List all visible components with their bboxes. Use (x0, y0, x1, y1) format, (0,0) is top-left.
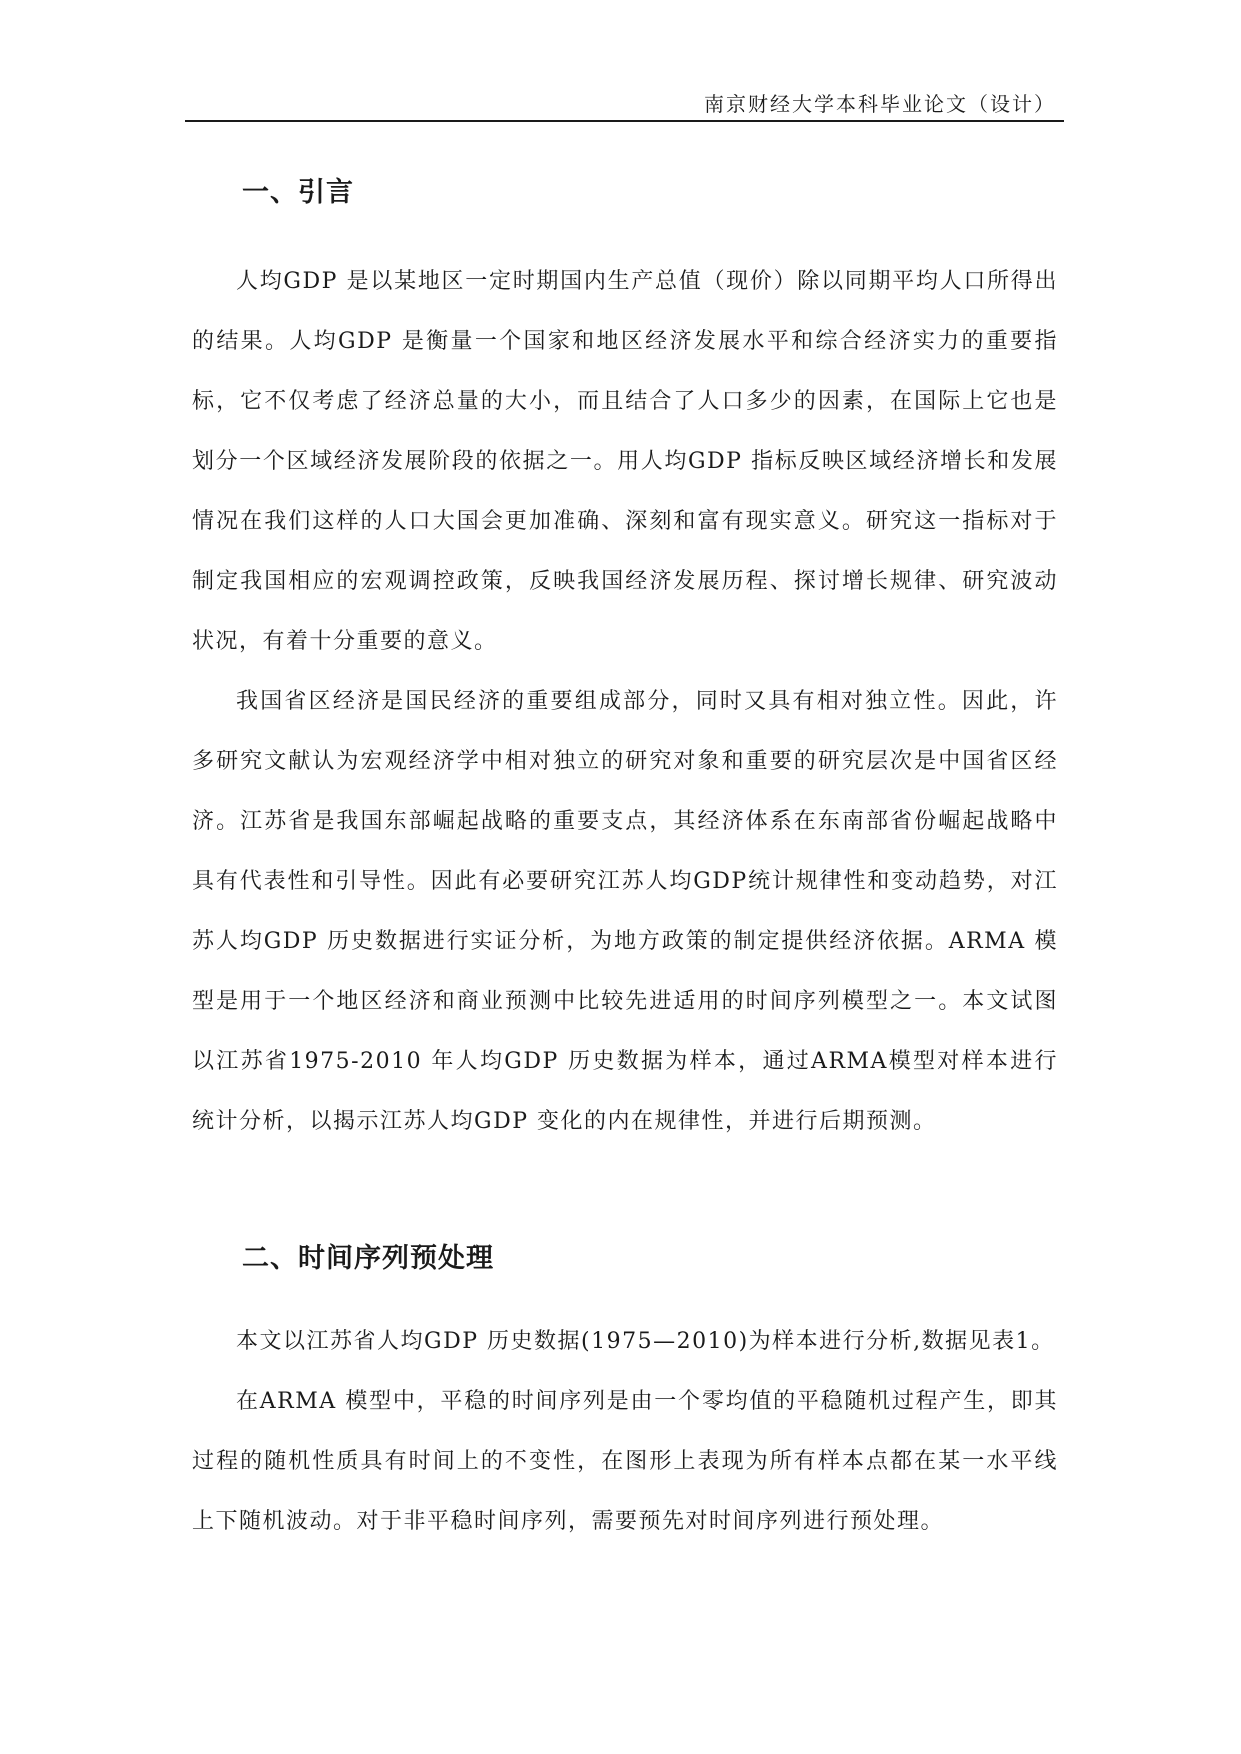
paragraph-preprocessing-2: 在ARMA 模型中，平稳的时间序列是由一个零均值的平稳随机过程产生，即其过程的随机性质具有时间上的不变性，在图形上表现为所有样本点都在某一水平线上下随机波动。对于非平稳时间序列，需要预先对时间序列进行预处理。 (192, 1389, 1058, 1534)
page-header (185, 86, 1064, 122)
section-heading-introduction: 一、引言 (242, 177, 354, 208)
paragraph-intro-2: 我国省区经济是国民经济的重要组成部分，同时又具有相对独立性。因此，许多研究文献认为宏观经济学中相对独立的研究对象和重要的研究层次是中国省区经济。江苏省是我国东部崛起战略的重要支点，其经济体系在东南部省份崛起战略中具有代表性和引导性。因此有必要研究江苏人均GDP统计规律性和变动趋势，对江苏人均GDP 历史数据进行实证分析，为地方政策的制定提供经济依据。ARMA 模型是用于一个地区经济和商业预测中比较先进适用的时间序列模型之一。本文试图以江苏省1975-2010 年人均GDP 历史数据为样本，通过ARMA模型对样本进行统计分析，以揭示江苏人均GDP 变化的内在规律性，并进行后期预测。 (192, 689, 1058, 1134)
header-title: 南京财经大学本科毕业论文（设计） (704, 92, 1056, 116)
section-heading-time-series-preprocessing: 二、时间序列预处理 (242, 1243, 494, 1274)
paragraph-intro-1: 人均GDP 是以某地区一定时期国内生产总值（现价）除以同期平均人口所得出的结果。人均GDP 是衡量一个国家和地区经济发展水平和综合经济实力的重要指标，它不仅考虑了经济总量的大小，而且结合了人口多少的因素，在国际上它也是划分一个区域经济发展阶段的依据之一。用人均GDP 指标反映区域经济增长和发展情况在我们这样的人口大国会更加准确、深刻和富有现实意义。研究这一指标对于制定我国相应的宏观调控政策，反映我国经济发展历程、探讨增长规律、研究波动状况，有着十分重要的意义。 (192, 269, 1058, 654)
paragraph-preprocessing-1: 本文以江苏省人均GDP 历史数据(1975—2010)为样本进行分析,数据见表1。 (236, 1329, 1055, 1354)
